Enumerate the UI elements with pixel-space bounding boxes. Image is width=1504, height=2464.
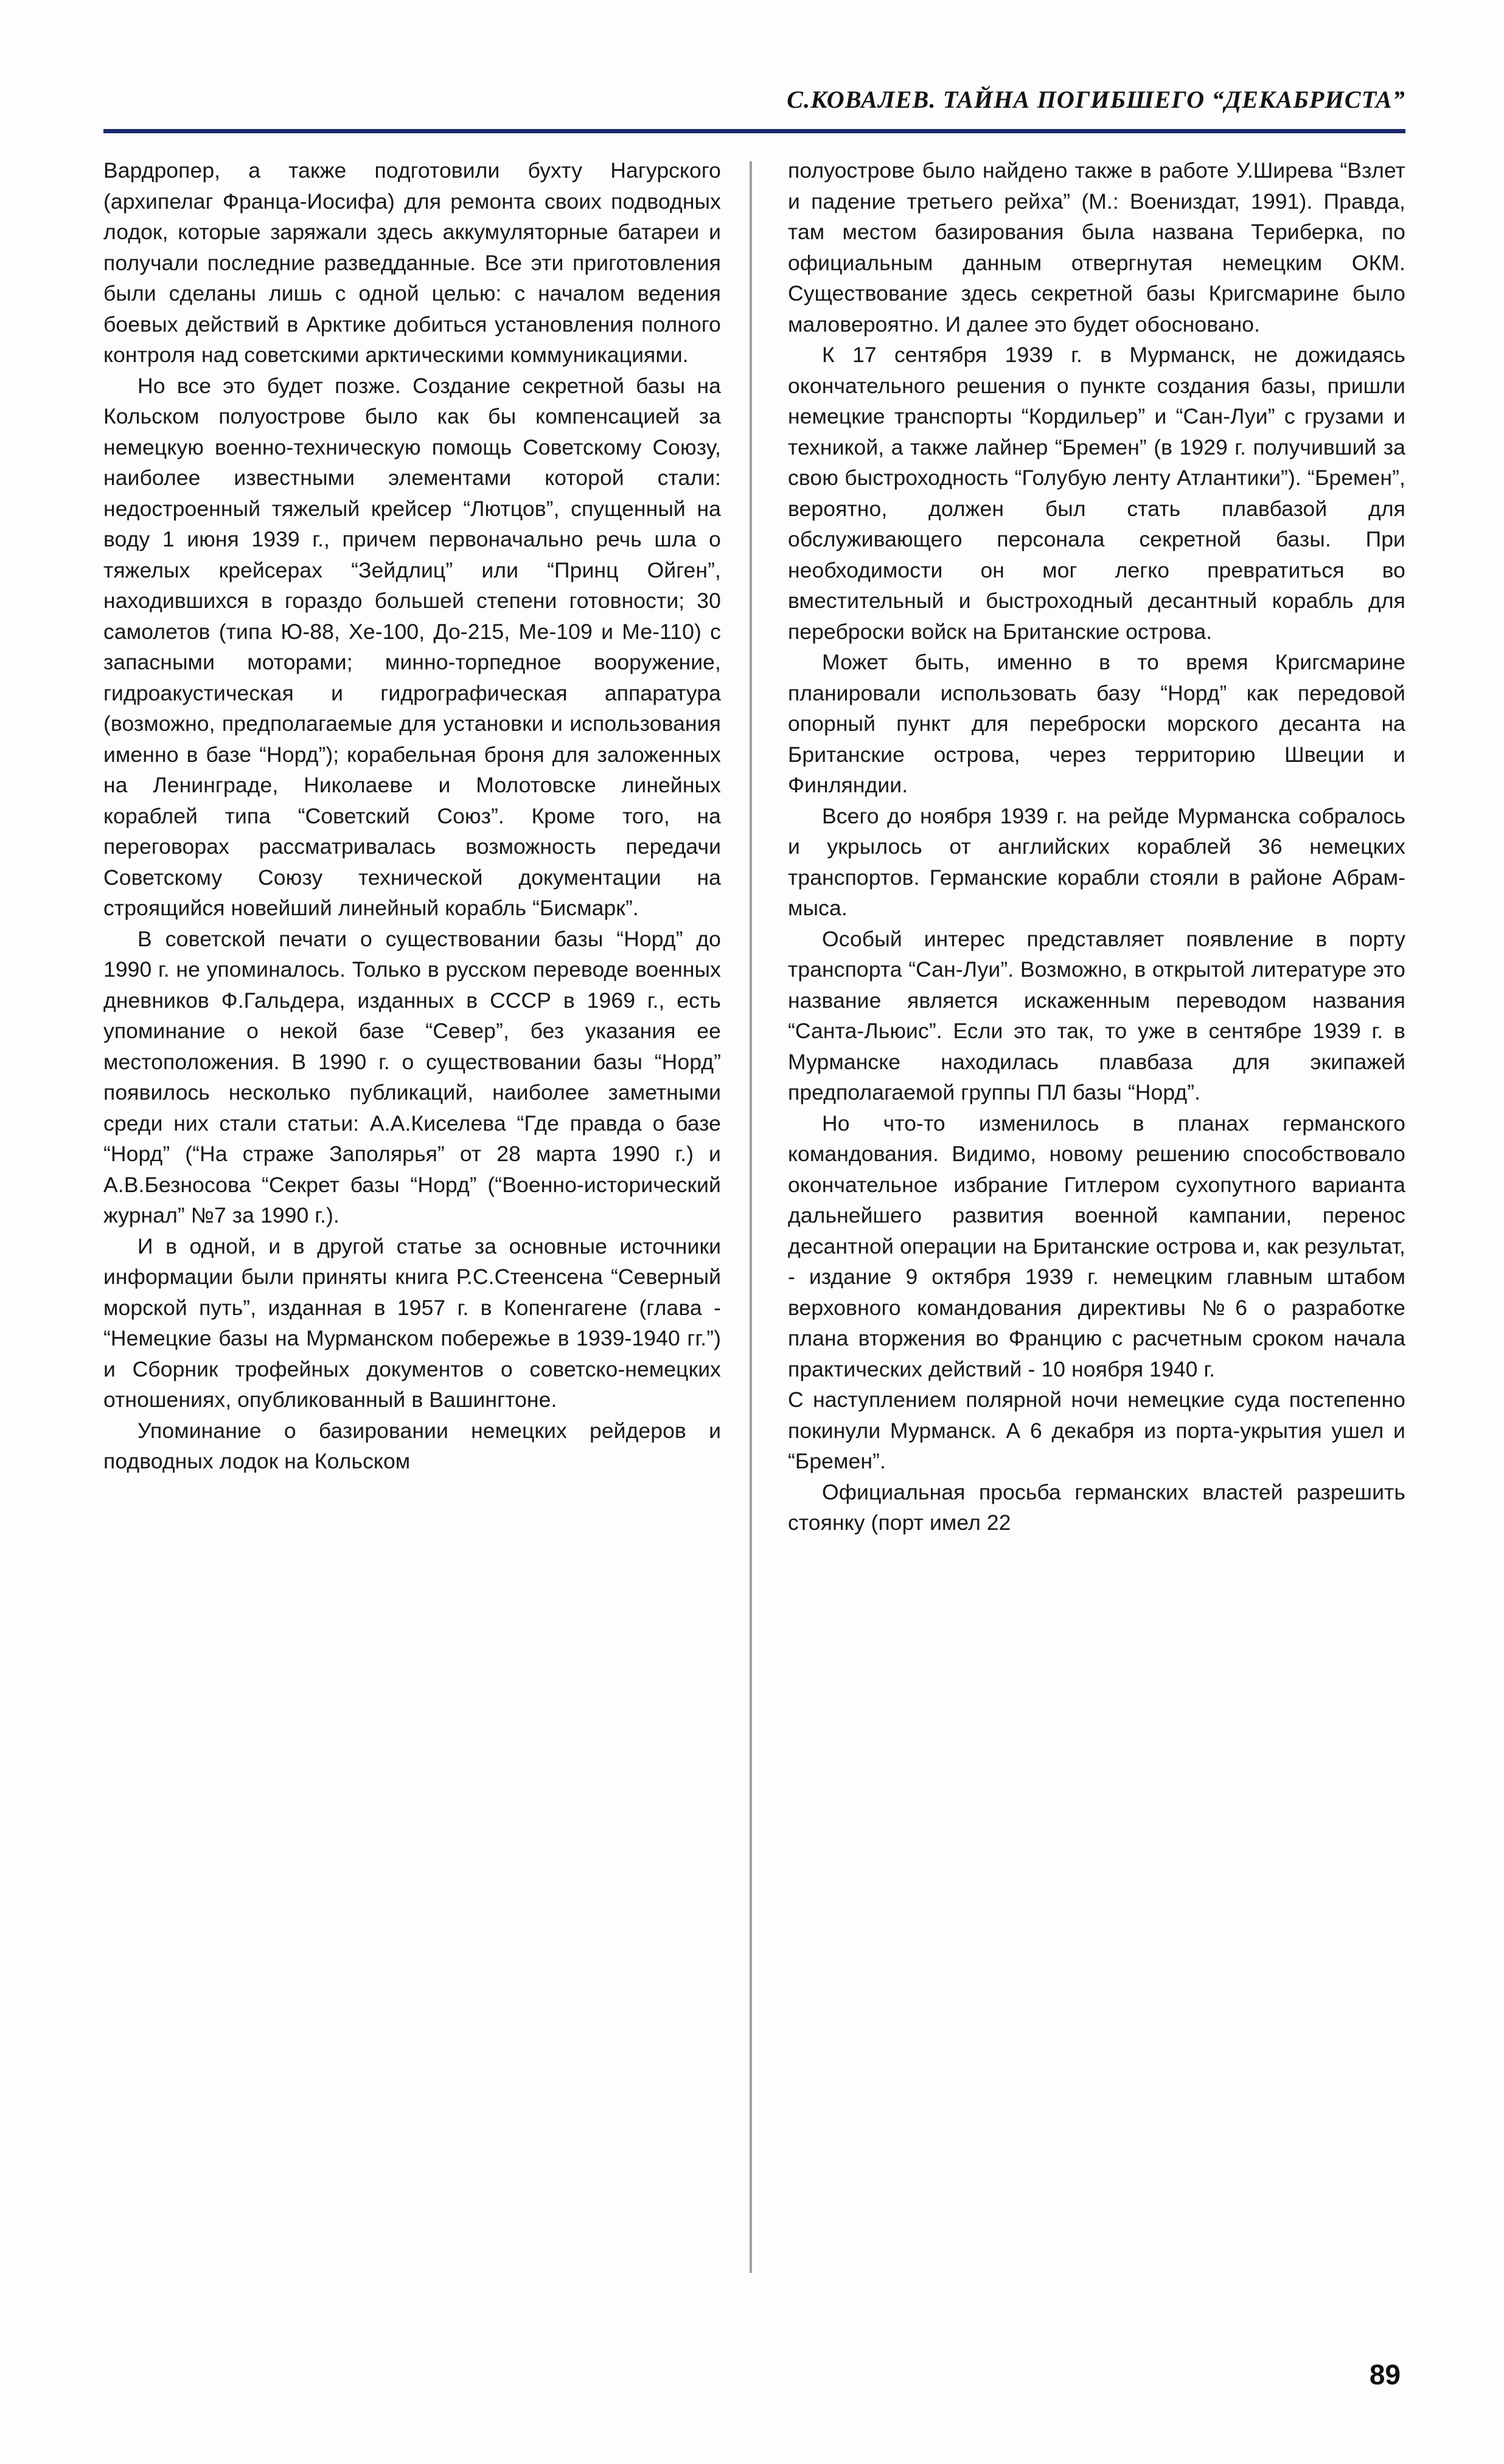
header-rule xyxy=(103,129,1405,133)
right-column xyxy=(788,155,1405,1538)
paragraph: Может быть, именно в то время Кригсмарине планировали использовать базу “Норд” как передовой опорный пункт для переброски морского десанта на Британские острова, через территорию Швеции и Финляндии. xyxy=(788,650,1405,797)
paragraph: И в одной, и в другой статье за основные источники информации были приняты книга Р.С.Стеенсена “Северный морской путь”, изданная в 1957 г. в Копенгагене (глава - “Немецкие базы на Мурманском побережье в 1939-1940 гг.”) и Сборник трофейных документов о советско-немецких отношениях, опубликованный в Вашингтоне. xyxy=(103,1234,721,1412)
paragraph: С наступлением полярной ночи немецкие суда постепенно покинули Мурманск. А 6 декабря из порта-укрытия ушел и “Бремен”. xyxy=(788,1387,1405,1473)
left-column xyxy=(103,155,721,1477)
paragraph: К 17 сентября 1939 г. в Мурманск, не дожидаясь окончательного решения о пункте создания базы, пришли немецкие транспорты “Кордильер” и “Сан-Луи” с грузами и техникой, а также лайнер “Бремен” (в 1929 г. получивший за свою быстроходность “Голубую ленту Атлантики”). “Бремен”, вероятно, должен был стать плавбазой для обслуживающего персонала секретной базы. При необходимости он мог легко превратиться во вместительный и быстроходный десантный корабль для переброски войск на Британские острова. xyxy=(788,343,1405,644)
paragraph: Всего до ноября 1939 г. на рейде Мурманска собралось и укрылось от английских кораблей 36 немецких транспортов. Германские корабли стояли в районе Абрам-мыса. xyxy=(788,803,1405,920)
paragraph: Упоминание о базировании немецких рейдеров и подводных лодок на Кольском xyxy=(103,1418,721,1473)
paragraph: Но что-то изменилось в планах германского командования. Видимо, новому решению способствовало окончательное избрание Гитлером сухопутного варианта дальнейшего развития военной кампании, перенос десантной операции на Британские острова и, как результат, - издание 9 октября 1939 г. немецким главным штабом верховного командования директивы №6 о разработке плана вторжения во Францию с расчетным сроком начала практических действий - 10 ноября 1940 г. xyxy=(788,1111,1405,1381)
body-columns xyxy=(103,155,1405,2322)
paragraph: Но все это будет позже. Создание секретной базы на Кольском полуострове было как бы компенсацией за немецкую военно-техническую помощь Советскому Союзу, наиболее известными элементами которой стали: недостроенный тяжелый крейсер “Лютцов”, спущенный на воду 1 июня 1939 г., причем первоначально речь шла о тяжелых крейсерах “Зейдлиц” или “Принц Ойген”, находившихся в гораздо большей степени готовности; 30 самолетов (типа Ю-88, Хе-100, До-215, Ме-109 и Ме-110) с запасными моторами; минно-торпедное вооружение, гидроакустическая и гидрографическая аппаратура (возможно, предполагаемые для установки и использования именно в базе “Норд”); корабельная броня для заложенных на Ленинграде, Николаеве и Молотовске линейных кораблей типа “Советский Союз”. Кроме того, на переговорах рассматривалась возможность передачи Советскому Союзу технической документации на строящийся новейший линейный корабль “Бисмарк”. xyxy=(103,373,721,920)
paragraph: Вардропер, а также подготовили бухту Нагурского (архипелаг Франца-Иосифа) для ремонта своих подводных лодок, которые заряжали здесь аккумуляторные батареи и получали последние разведданные. Все эти приготовления были сделаны лишь с одной целью: с началом ведения боевых действий в Арктике добиться установления полного контроля над советскими арктическими коммуникациями. xyxy=(103,158,721,367)
column-divider xyxy=(750,161,752,2273)
paragraph: Официальная просьба германских властей разрешить стоянку (порт имел 22 xyxy=(788,1479,1405,1535)
running-header xyxy=(103,85,1405,114)
paragraph: В советской печати о существовании базы “Норд” до 1990 г. не упоминалось. Только в русском переводе военных дневников Ф.Гальдера, изданных в СССР в 1969 г., есть упоминание о некой базе “Север”, без указания ее местоположения. В 1990 г. о существовании базы “Норд” появилось несколько публикаций, наиболее заметными среди них стали статьи: А.А.Киселева “Где правда о базе “Норд” (“На страже Заполярья” от 28 марта 1990 г.) и А.В.Безносова “Секрет базы “Норд” (“Военно-исторический журнал” №7 за 1990 г.). xyxy=(103,926,721,1227)
paragraph: полуострове было найдено также в работе У.Ширева “Взлет и падение третьего рейха” (М.: Воениздат, 1991). Правда, там местом базирования была названа Териберка, по официальным данным отвергнутая немецким ОКМ. Существование здесь секретной базы Кригсмарине было маловероятно. И далее это будет обосновано. xyxy=(788,158,1405,337)
page-number: 89 xyxy=(1369,2359,1401,2390)
paragraph: Особый интерес представляет появление в порту транспорта “Сан-Луи”. Возможно, в открытой литературе это название является искаженным переводом названия “Санта-Льюис”. Если это так, то уже в сентябре 1939 г. в Мурманске находилась плавбаза для экипажей предполагаемой группы ПЛ базы “Норд”. xyxy=(788,926,1405,1105)
running-header-title: С.КОВАЛЕВ. ТАЙНА ПОГИБШЕГО “ДЕКАБРИСТА” xyxy=(787,86,1405,113)
